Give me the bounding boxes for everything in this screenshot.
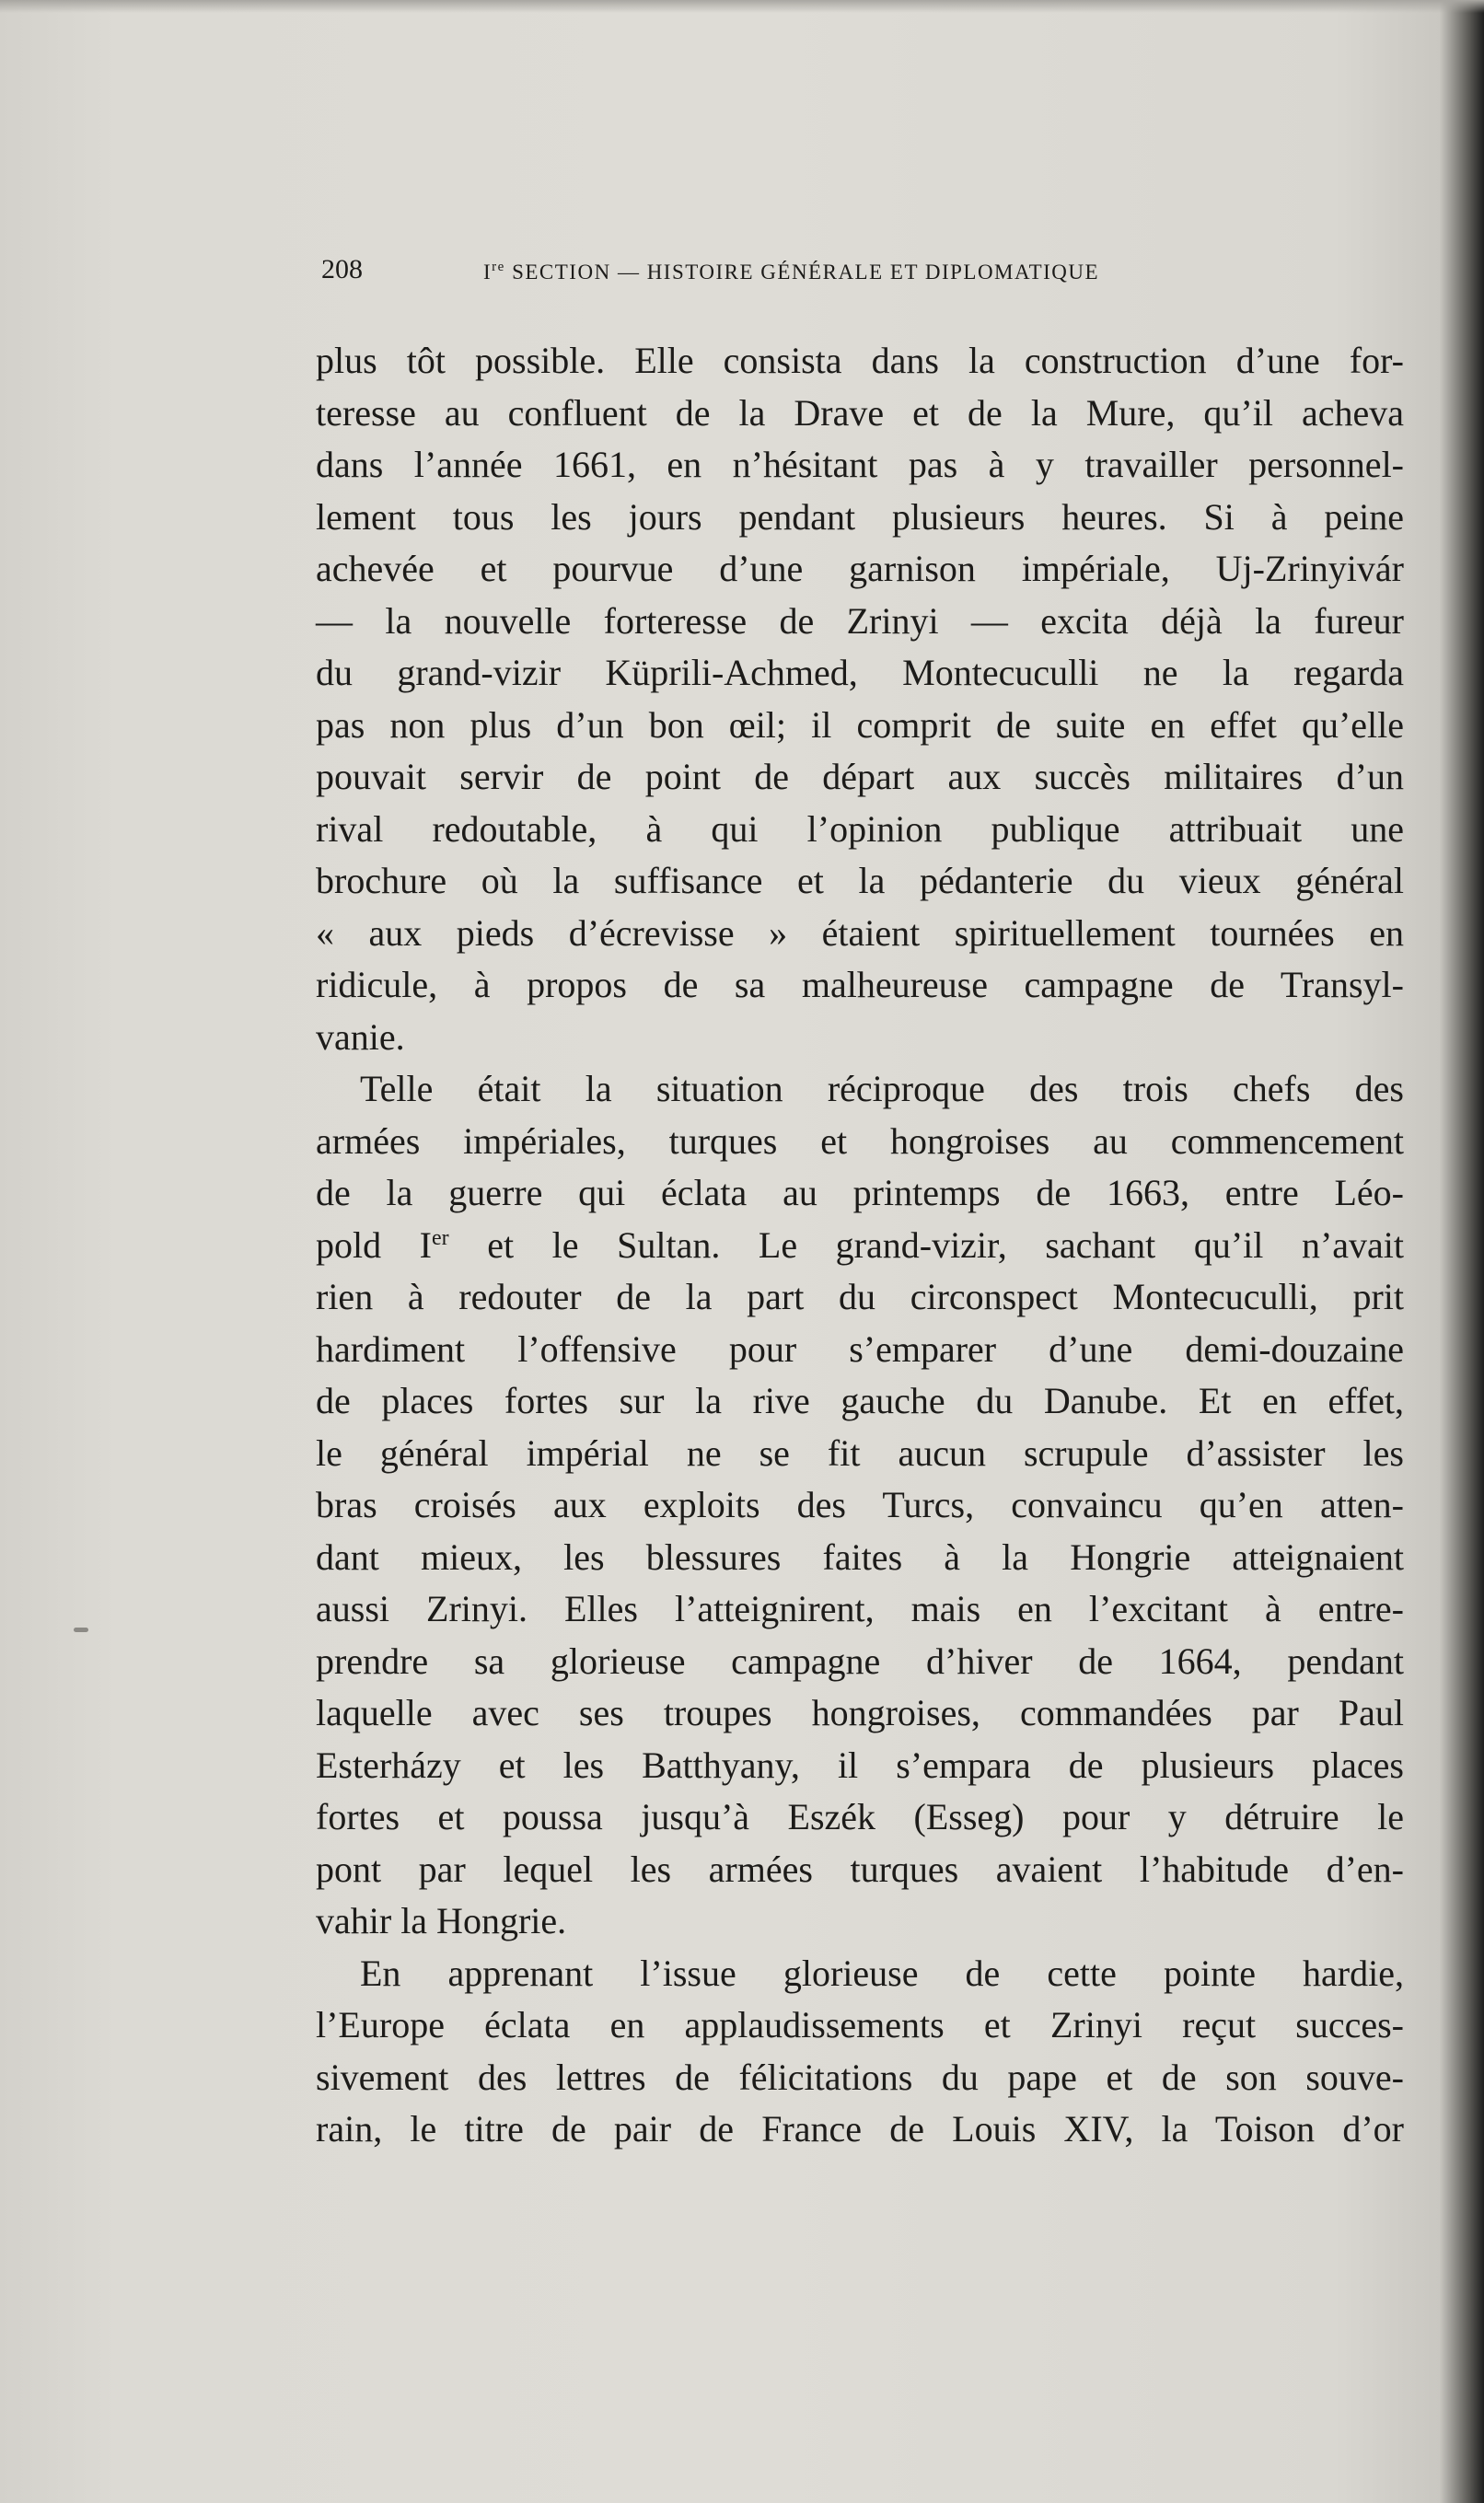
text-line: pas non plus d’un bon œil; il comprit de suite en effet qu’elle <box>316 703 1404 746</box>
section-title-text: SECTION — HISTOIRE GÉNÉRALE ET DIPLOMATIQUE <box>512 261 1100 284</box>
text-line: sivement des lettres de félicitations du pape et de son souve- <box>316 2056 1404 2098</box>
text-line: du grand-vizir Küprili-Achmed, Montecuculli ne la regarda <box>316 652 1404 693</box>
text-line: vahir la Hongrie. <box>316 1900 567 1941</box>
text-line: bras croisés aux exploits des Turcs, convaincu qu’en atten- <box>316 1484 1404 1525</box>
text-line: En apprenant l’issue glorieuse de cette pointe hardie, <box>360 1952 1404 1994</box>
text-line: aussi Zrinyi. Elles l’atteignirent, mais en l’excitant à entre- <box>316 1588 1404 1629</box>
text-line: rien à redouter de la part du circonspect Montecuculli, prit <box>316 1276 1404 1317</box>
paper-speck <box>74 1628 88 1632</box>
text-line: de places fortes sur la rive gauche du Danube. Et en effet, <box>316 1380 1404 1421</box>
text-line: achevée et pourvue d’une garnison impériale, Uj-Zrinyivár <box>316 548 1404 589</box>
text-line: brochure où la suffisance et la pédanterie du vieux général <box>316 860 1404 901</box>
body-text <box>316 335 1404 2156</box>
text-fragment: pold I <box>316 1223 433 1266</box>
text-line: rain, le titre de pair de France de Louis XIV, la Toison d’or <box>316 2108 1404 2150</box>
text-line: plus tôt possible. Elle consista dans la construction d’une for- <box>316 340 1404 381</box>
text-line: « aux pieds d’écrevisse » étaient spirituellement tournées en <box>316 911 1404 954</box>
text-line: ridicule, à propos de sa malheureuse campagne de Transyl- <box>316 964 1404 1005</box>
section-title <box>483 260 1099 284</box>
text-line: Esterházy et les Batthyany, il s’empara de plusieurs places <box>316 1744 1404 1786</box>
page-number: 208 <box>321 254 363 284</box>
text-fragment: et le Sultan. Le grand-vizir, sachant qu’il n’avait <box>487 1223 1405 1266</box>
text-line: fortes et poussa jusqu’à Eszék (Esseg) pour y détruire le <box>316 1796 1404 1837</box>
text-line: — la nouvelle forteresse de Zrinyi — excita déjà la fureur <box>316 599 1404 642</box>
superscript: er <box>432 1225 449 1250</box>
text-line: lement tous les jours pendant plusieurs heures. Si à peine <box>316 495 1404 538</box>
section-ordinal: I <box>483 261 493 284</box>
text-line: dans l’année 1661, en n’hésitant pas à y travailler personnel- <box>316 444 1404 485</box>
page-top-shadow <box>0 0 1484 13</box>
text-line: prendre sa glorieuse campagne d’hiver de 1664, pendant <box>316 1640 1404 1682</box>
text-line: armées impériales, turques et hongroises au commencement <box>316 1119 1404 1162</box>
text-line: le général impérial ne se fit aucun scrupule d’assister les <box>316 1431 1404 1474</box>
text-line: rival redoutable, à qui l’opinion publique attribuait une <box>316 807 1404 850</box>
text-line: pont par lequel les armées turques avaient l’habitude d’en- <box>316 1848 1404 1890</box>
text-line: vanie. <box>316 1015 405 1058</box>
running-head <box>321 254 1251 291</box>
text-line: hardiment l’offensive pour s’emparer d’une demi-douzaine <box>316 1327 1404 1370</box>
text-line: dant mieux, les blessures faites à la Hongrie atteignaient <box>316 1535 1404 1578</box>
text-line: l’Europe éclata en applaudissements et Zrinyi reçut succes- <box>316 2004 1404 2045</box>
text-line: Telle était la situation réciproque des trois chefs des <box>360 1068 1404 1109</box>
text-line: de la guerre qui éclata au printemps de 1663, entre Léo- <box>316 1172 1404 1213</box>
text-line <box>316 1220 1404 1272</box>
text-line: laquelle avec ses troupes hongroises, commandées par Paul <box>316 1692 1404 1733</box>
text-line: teresse au confluent de la Drave et de la Mure, qu’il acheva <box>316 391 1404 434</box>
text-line: pouvait servir de point de départ aux succès militaires d’un <box>316 756 1404 797</box>
section-ordinal-suffix: re <box>492 260 505 274</box>
